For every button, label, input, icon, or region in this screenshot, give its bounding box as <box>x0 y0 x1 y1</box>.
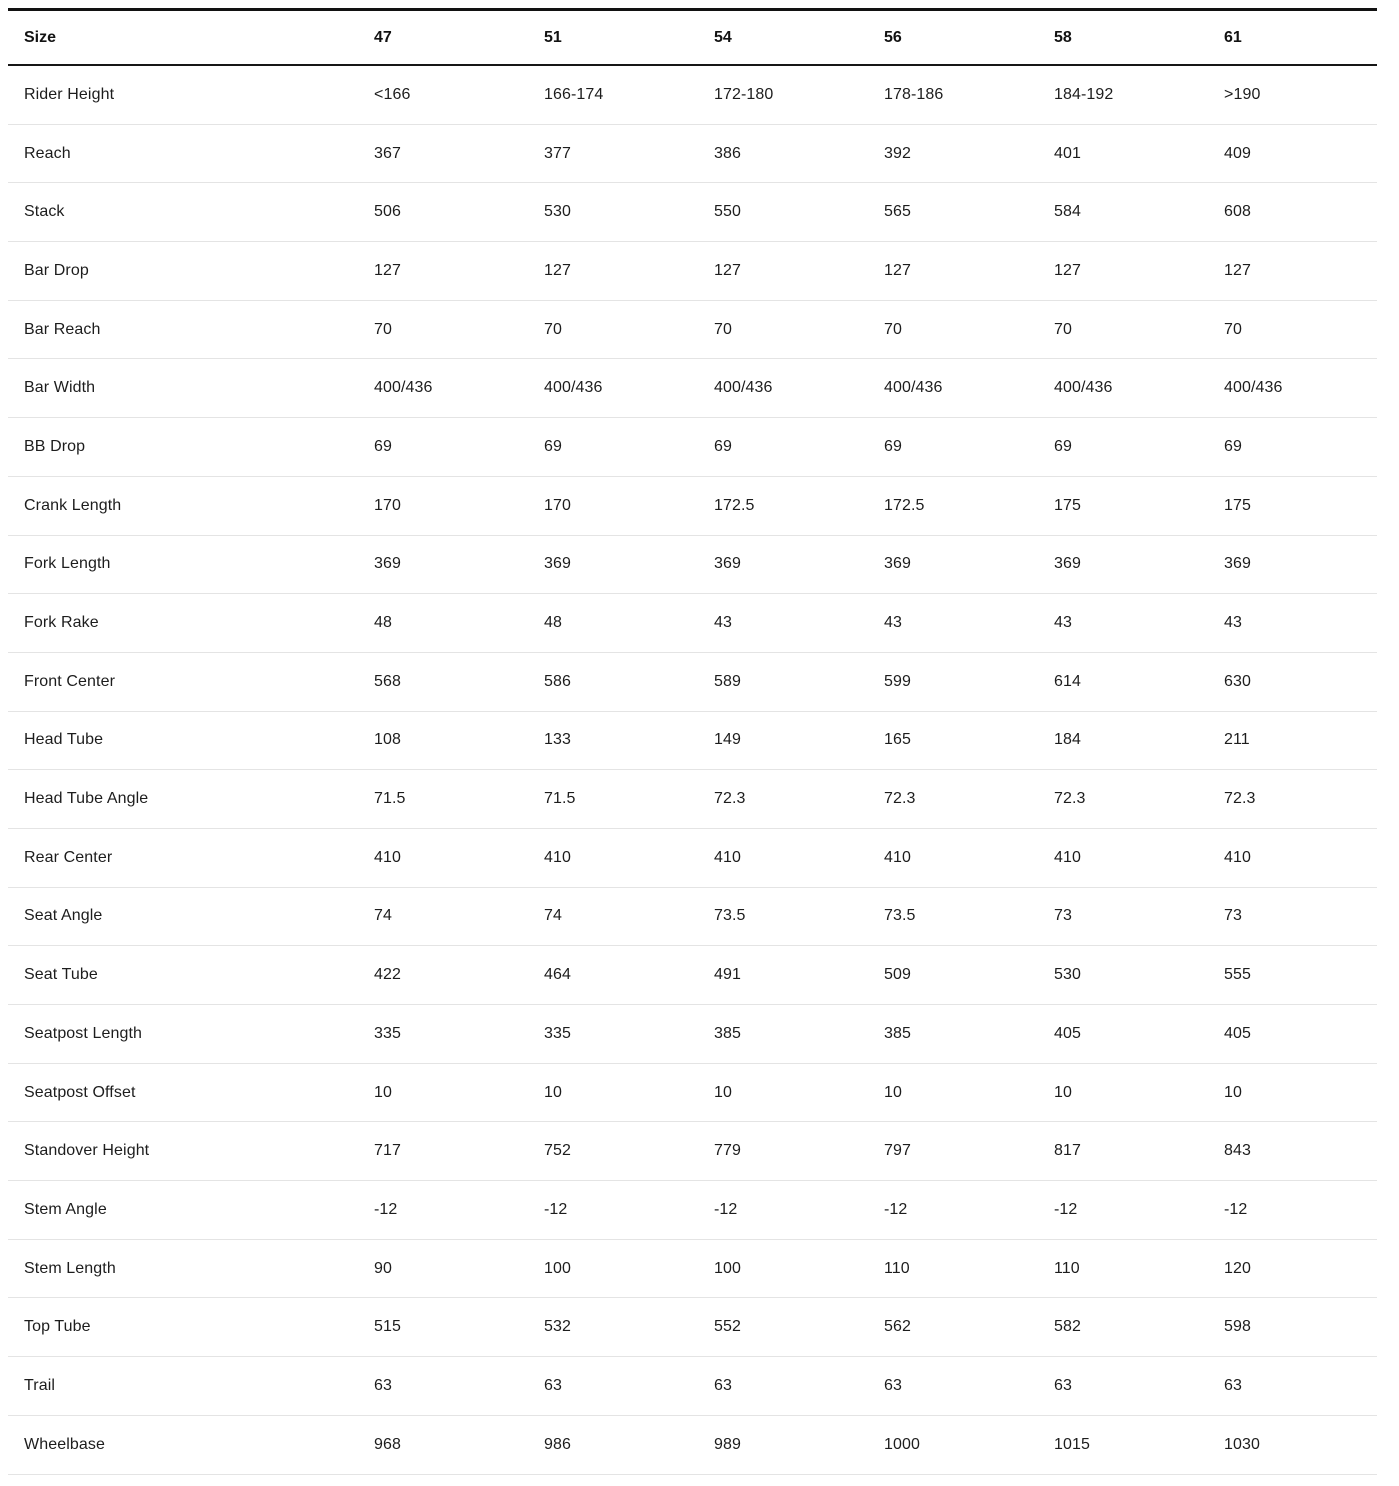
value-cell: 400/436 <box>884 359 1054 418</box>
value-cell: 422 <box>374 946 544 1005</box>
row-label: Head Tube Angle <box>8 770 374 829</box>
row-label: Seatpost Offset <box>8 1063 374 1122</box>
value-cell: 386 <box>714 124 884 183</box>
table-row <box>8 770 1377 829</box>
value-cell: 166-174 <box>544 65 714 124</box>
value-cell: 43 <box>1054 594 1224 653</box>
value-cell: 410 <box>374 828 544 887</box>
value-cell: 48 <box>374 594 544 653</box>
value-cell: 10 <box>1054 1063 1224 1122</box>
value-cell: >190 <box>1224 65 1377 124</box>
row-label: Reach <box>8 124 374 183</box>
table-row <box>8 594 1377 653</box>
row-label: Top Tube <box>8 1298 374 1357</box>
header-cell-size-58: 58 <box>1054 10 1224 66</box>
value-cell: 582 <box>1054 1298 1224 1357</box>
value-cell: 100 <box>714 1239 884 1298</box>
row-label: Trail <box>8 1357 374 1416</box>
value-cell: 178-186 <box>884 65 1054 124</box>
value-cell: 369 <box>1224 535 1377 594</box>
value-cell: 70 <box>544 300 714 359</box>
value-cell: 752 <box>544 1122 714 1181</box>
table-body <box>8 65 1377 1474</box>
value-cell: 410 <box>714 828 884 887</box>
value-cell: 401 <box>1054 124 1224 183</box>
value-cell: 369 <box>1054 535 1224 594</box>
value-cell: 74 <box>544 887 714 946</box>
table-row <box>8 1005 1377 1064</box>
row-label: Wheelbase <box>8 1415 374 1474</box>
value-cell: 48 <box>544 594 714 653</box>
row-label: Rear Center <box>8 828 374 887</box>
value-cell: 69 <box>1224 418 1377 477</box>
value-cell: 509 <box>884 946 1054 1005</box>
value-cell: 555 <box>1224 946 1377 1005</box>
value-cell: 968 <box>374 1415 544 1474</box>
value-cell: 74 <box>374 887 544 946</box>
value-cell: 172-180 <box>714 65 884 124</box>
value-cell: 797 <box>884 1122 1054 1181</box>
value-cell: 63 <box>884 1357 1054 1416</box>
value-cell: 63 <box>374 1357 544 1416</box>
value-cell: 72.3 <box>714 770 884 829</box>
value-cell: 211 <box>1224 711 1377 770</box>
value-cell: 552 <box>714 1298 884 1357</box>
value-cell: 1000 <box>884 1415 1054 1474</box>
value-cell: 598 <box>1224 1298 1377 1357</box>
value-cell: 717 <box>374 1122 544 1181</box>
value-cell: 614 <box>1054 652 1224 711</box>
value-cell: 70 <box>374 300 544 359</box>
value-cell: 584 <box>1054 183 1224 242</box>
row-label: Stack <box>8 183 374 242</box>
value-cell: 779 <box>714 1122 884 1181</box>
row-label: Rider Height <box>8 65 374 124</box>
row-label: Seat Angle <box>8 887 374 946</box>
row-label: Bar Width <box>8 359 374 418</box>
value-cell: 43 <box>1224 594 1377 653</box>
table-row <box>8 1357 1377 1416</box>
row-label: Seatpost Length <box>8 1005 374 1064</box>
value-cell: 10 <box>374 1063 544 1122</box>
value-cell: 400/436 <box>374 359 544 418</box>
value-cell: 506 <box>374 183 544 242</box>
value-cell: 335 <box>374 1005 544 1064</box>
row-label: BB Drop <box>8 418 374 477</box>
value-cell: 172.5 <box>714 476 884 535</box>
size-chart-table <box>8 8 1377 1475</box>
value-cell: 71.5 <box>374 770 544 829</box>
value-cell: 69 <box>714 418 884 477</box>
value-cell: 392 <box>884 124 1054 183</box>
value-cell: 172.5 <box>884 476 1054 535</box>
value-cell: 127 <box>374 242 544 301</box>
value-cell: 149 <box>714 711 884 770</box>
table-row <box>8 359 1377 418</box>
value-cell: 127 <box>544 242 714 301</box>
value-cell: 385 <box>714 1005 884 1064</box>
value-cell: 10 <box>1224 1063 1377 1122</box>
value-cell: 377 <box>544 124 714 183</box>
value-cell: 550 <box>714 183 884 242</box>
value-cell: 73.5 <box>884 887 1054 946</box>
value-cell: -12 <box>714 1181 884 1240</box>
value-cell: 69 <box>884 418 1054 477</box>
value-cell: 405 <box>1224 1005 1377 1064</box>
value-cell: 410 <box>544 828 714 887</box>
row-label: Bar Reach <box>8 300 374 359</box>
value-cell: 369 <box>374 535 544 594</box>
table-row <box>8 711 1377 770</box>
row-label: Stem Length <box>8 1239 374 1298</box>
table-row <box>8 183 1377 242</box>
value-cell: -12 <box>884 1181 1054 1240</box>
value-cell: 367 <box>374 124 544 183</box>
value-cell: 335 <box>544 1005 714 1064</box>
value-cell: 73 <box>1054 887 1224 946</box>
value-cell: 69 <box>374 418 544 477</box>
value-cell: 530 <box>1054 946 1224 1005</box>
header-cell-size-56: 56 <box>884 10 1054 66</box>
value-cell: -12 <box>374 1181 544 1240</box>
value-cell: 165 <box>884 711 1054 770</box>
value-cell: 400/436 <box>1054 359 1224 418</box>
value-cell: 133 <box>544 711 714 770</box>
row-label: Head Tube <box>8 711 374 770</box>
value-cell: 843 <box>1224 1122 1377 1181</box>
value-cell: 515 <box>374 1298 544 1357</box>
value-cell: <166 <box>374 65 544 124</box>
value-cell: 405 <box>1054 1005 1224 1064</box>
value-cell: 70 <box>884 300 1054 359</box>
value-cell: 100 <box>544 1239 714 1298</box>
row-label: Fork Rake <box>8 594 374 653</box>
row-label: Bar Drop <box>8 242 374 301</box>
value-cell: 63 <box>714 1357 884 1416</box>
table-row <box>8 65 1377 124</box>
geometry-size-table <box>8 8 1377 1475</box>
table-row <box>8 476 1377 535</box>
row-label: Standover Height <box>8 1122 374 1181</box>
value-cell: 127 <box>884 242 1054 301</box>
value-cell: 127 <box>1224 242 1377 301</box>
value-cell: 63 <box>544 1357 714 1416</box>
value-cell: 184 <box>1054 711 1224 770</box>
value-cell: 989 <box>714 1415 884 1474</box>
table-header <box>8 10 1377 66</box>
table-row <box>8 1239 1377 1298</box>
value-cell: 817 <box>1054 1122 1224 1181</box>
table-row <box>8 300 1377 359</box>
value-cell: 110 <box>884 1239 1054 1298</box>
value-cell: 565 <box>884 183 1054 242</box>
value-cell: 127 <box>1054 242 1224 301</box>
table-row <box>8 1298 1377 1357</box>
value-cell: 400/436 <box>544 359 714 418</box>
value-cell: 491 <box>714 946 884 1005</box>
value-cell: 608 <box>1224 183 1377 242</box>
value-cell: 410 <box>1224 828 1377 887</box>
table-row <box>8 418 1377 477</box>
header-cell-size-51: 51 <box>544 10 714 66</box>
value-cell: 69 <box>1054 418 1224 477</box>
table-row <box>8 652 1377 711</box>
table-row <box>8 887 1377 946</box>
table-row <box>8 242 1377 301</box>
table-row <box>8 124 1377 183</box>
value-cell: 72.3 <box>1054 770 1224 829</box>
header-cell-size-54: 54 <box>714 10 884 66</box>
value-cell: 127 <box>714 242 884 301</box>
table-row <box>8 1063 1377 1122</box>
value-cell: 70 <box>1224 300 1377 359</box>
value-cell: 72.3 <box>1224 770 1377 829</box>
value-cell: 986 <box>544 1415 714 1474</box>
value-cell: 586 <box>544 652 714 711</box>
row-label: Seat Tube <box>8 946 374 1005</box>
value-cell: 73.5 <box>714 887 884 946</box>
value-cell: 71.5 <box>544 770 714 829</box>
value-cell: 10 <box>544 1063 714 1122</box>
value-cell: 72.3 <box>884 770 1054 829</box>
value-cell: 630 <box>1224 652 1377 711</box>
table-row <box>8 946 1377 1005</box>
value-cell: 369 <box>544 535 714 594</box>
value-cell: 410 <box>884 828 1054 887</box>
table-row <box>8 1122 1377 1181</box>
header-cell-size-61: 61 <box>1224 10 1377 66</box>
value-cell: -12 <box>544 1181 714 1240</box>
value-cell: 175 <box>1224 476 1377 535</box>
value-cell: 10 <box>884 1063 1054 1122</box>
value-cell: 63 <box>1224 1357 1377 1416</box>
value-cell: 1030 <box>1224 1415 1377 1474</box>
row-label: Stem Angle <box>8 1181 374 1240</box>
value-cell: 589 <box>714 652 884 711</box>
header-cell-size-47: 47 <box>374 10 544 66</box>
table-row <box>8 535 1377 594</box>
value-cell: -12 <box>1224 1181 1377 1240</box>
value-cell: 69 <box>544 418 714 477</box>
value-cell: 110 <box>1054 1239 1224 1298</box>
value-cell: 170 <box>544 476 714 535</box>
value-cell: 410 <box>1054 828 1224 887</box>
value-cell: 175 <box>1054 476 1224 535</box>
value-cell: 599 <box>884 652 1054 711</box>
value-cell: 1015 <box>1054 1415 1224 1474</box>
header-row <box>8 10 1377 66</box>
value-cell: 409 <box>1224 124 1377 183</box>
value-cell: 464 <box>544 946 714 1005</box>
value-cell: 63 <box>1054 1357 1224 1416</box>
value-cell: 530 <box>544 183 714 242</box>
value-cell: 369 <box>714 535 884 594</box>
value-cell: 73 <box>1224 887 1377 946</box>
value-cell: 70 <box>1054 300 1224 359</box>
row-label: Fork Length <box>8 535 374 594</box>
table-row <box>8 828 1377 887</box>
value-cell: 108 <box>374 711 544 770</box>
value-cell: 43 <box>714 594 884 653</box>
row-label: Front Center <box>8 652 374 711</box>
table-row <box>8 1181 1377 1240</box>
value-cell: 184-192 <box>1054 65 1224 124</box>
value-cell: -12 <box>1054 1181 1224 1240</box>
value-cell: 562 <box>884 1298 1054 1357</box>
value-cell: 120 <box>1224 1239 1377 1298</box>
value-cell: 170 <box>374 476 544 535</box>
value-cell: 568 <box>374 652 544 711</box>
value-cell: 10 <box>714 1063 884 1122</box>
table-row <box>8 1415 1377 1474</box>
header-cell-size: Size <box>8 10 374 66</box>
value-cell: 43 <box>884 594 1054 653</box>
value-cell: 400/436 <box>1224 359 1377 418</box>
value-cell: 385 <box>884 1005 1054 1064</box>
value-cell: 400/436 <box>714 359 884 418</box>
value-cell: 532 <box>544 1298 714 1357</box>
value-cell: 70 <box>714 300 884 359</box>
value-cell: 90 <box>374 1239 544 1298</box>
row-label: Crank Length <box>8 476 374 535</box>
value-cell: 369 <box>884 535 1054 594</box>
